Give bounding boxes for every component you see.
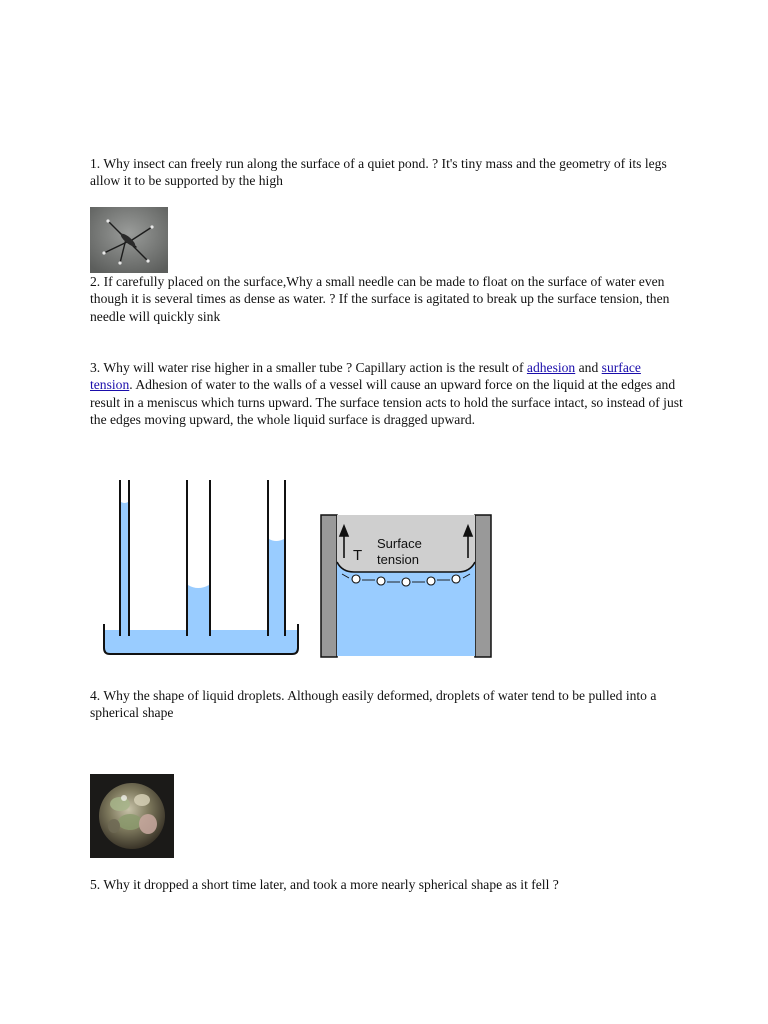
question-3-text-b: and (575, 360, 602, 375)
water-strider-photo (90, 207, 168, 273)
question-4: 4. Why the shape of liquid droplets. Although easily deformed, droplets of water tend to be pulled into a spherical shape (90, 688, 657, 721)
surface-tension-diagram (320, 514, 492, 658)
question-3-text-c: . Adhesion of water to the walls of a vessel will cause an upward force on the liquid at the edges and result in a meniscus which turns upward. The surface tension acts to hold the surface intact, so instead of just the edges moving upward, the whole liquid surface is dragged upward. (90, 377, 683, 428)
question-5: 5. Why it dropped a short time later, and took a more nearly spherical shape as it fell ? (90, 877, 559, 892)
question-3-text-a: 3. Why will water rise higher in a smaller tube ? Capillary action is the result of (90, 360, 527, 375)
surface-tension-label-line2: tension (377, 552, 419, 567)
question-2: 2. If carefully placed on the surface,Why a small needle can be made to float on the surface of water even though it is several times as dense as water. ? If the surface is agitated to break up the surface tension, then needle will quickly sink (90, 274, 670, 324)
tension-symbol: T (353, 547, 363, 564)
capillary-tubes-diagram (100, 478, 303, 660)
question-1: 1. Why insect can freely run along the surface of a quiet pond. ? It's tiny mass and the geometry of its legs allow it to be supported by the high (90, 156, 667, 189)
question-3 (90, 359, 685, 429)
water-droplet-photo (90, 774, 174, 858)
surface-tension-link[interactable]: surface tension (90, 360, 641, 393)
adhesion-link[interactable]: adhesion (526, 360, 576, 375)
surface-tension-label-line1: Surface (377, 536, 422, 551)
